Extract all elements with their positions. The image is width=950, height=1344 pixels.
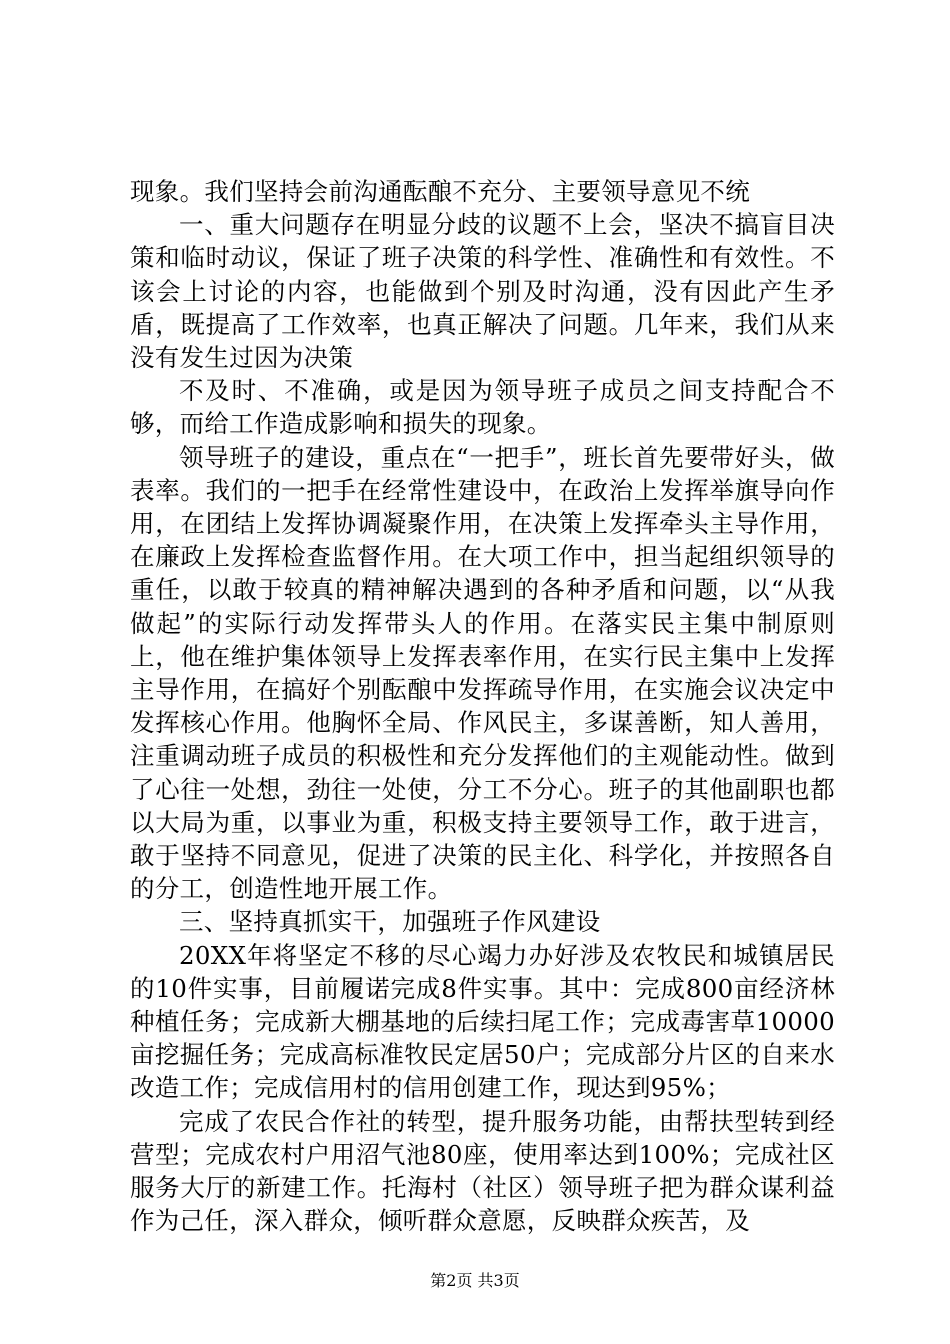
paragraph-2: 一、重大问题存在明显分歧的议题不上会，坚决不搞盲目决策和临时动议，保证了班子决策的科学性、准确性和有效性。不该会上讨论的内容，也能做到个别及时沟通，没有因此产生矛盾，既提高了工作效率，也真正解决了问题。几年来，我们从来没有发生过因为决策	[130, 210, 835, 373]
paragraph-5: 20XX年将坚定不移的尽心竭力办好涉及农牧民和城镇居民的10件实事，目前履诺完成8件实事。其中：完成800亩经济林种植任务；完成新大棚基地的后续扫尾工作；完成毒害草10000亩挖掘任务；完成高标准牧民定居50户；完成部分片区的自来水改造工作；完成信用村的信用创建工作，现达到95%；	[130, 940, 835, 1103]
page-number-label: 第2页 共3页	[430, 1271, 520, 1290]
paragraph-6: 完成了农民合作社的转型，提升服务功能，由帮扶型转到经营型；完成农村户用沼气池80座，使用率达到100%；完成社区服务大厅的新建工作。托海村（社区）领导班子把为群众谋利益作为己任，深入群众，倾听群众意愿，反映群众疾苦，及	[130, 1106, 835, 1236]
section-heading-3: 三、坚持真抓实干，加强班子作风建设	[179, 907, 601, 937]
paragraph-4: 领导班子的建设，重点在“一把手”，班长首先要带好头，做表率。我们的一把手在经常性建设中，在政治上发挥举旗导向作用，在团结上发挥协调凝聚作用，在决策上发挥牵头主导作用，在廉政上发挥检查监督作用。在大项工作中，担当起组织领导的重任，以敢于较真的精神解决遇到的各种矛盾和问题，以“从我做起”的实际行动发挥带头人的作用。在落实民主集中制原则上，他在维护集体领导上发挥表率作用，在实行民主集中上发挥主导作用，在搞好个别酝酿中发挥疏导作用，在实施会议决定中发挥核心作用。他胸怀全局、作风民主，多谋善断，知人善用，注重调动班子成员的积极性和充分发挥他们的主观能动性。做到了心往一处想，劲往一处使，分工不分心。班子的其他副职也都以大局为重，以事业为重，积极支持主要领导工作，敢于进言，敢于坚持不同意见，促进了决策的民主化、科学化，并按照各自的分工，创造性地开展工作。	[130, 442, 836, 904]
document-body	[130, 175, 835, 1238]
paragraph-1: 现象。我们坚持会前沟通酝酿不充分、主要领导意见不统	[130, 177, 750, 206]
page-footer	[0, 1271, 950, 1291]
paragraph-3: 不及时、不准确，或是因为领导班子成员之间支持配合不够，而给工作造成影响和损失的现象。	[130, 376, 835, 439]
